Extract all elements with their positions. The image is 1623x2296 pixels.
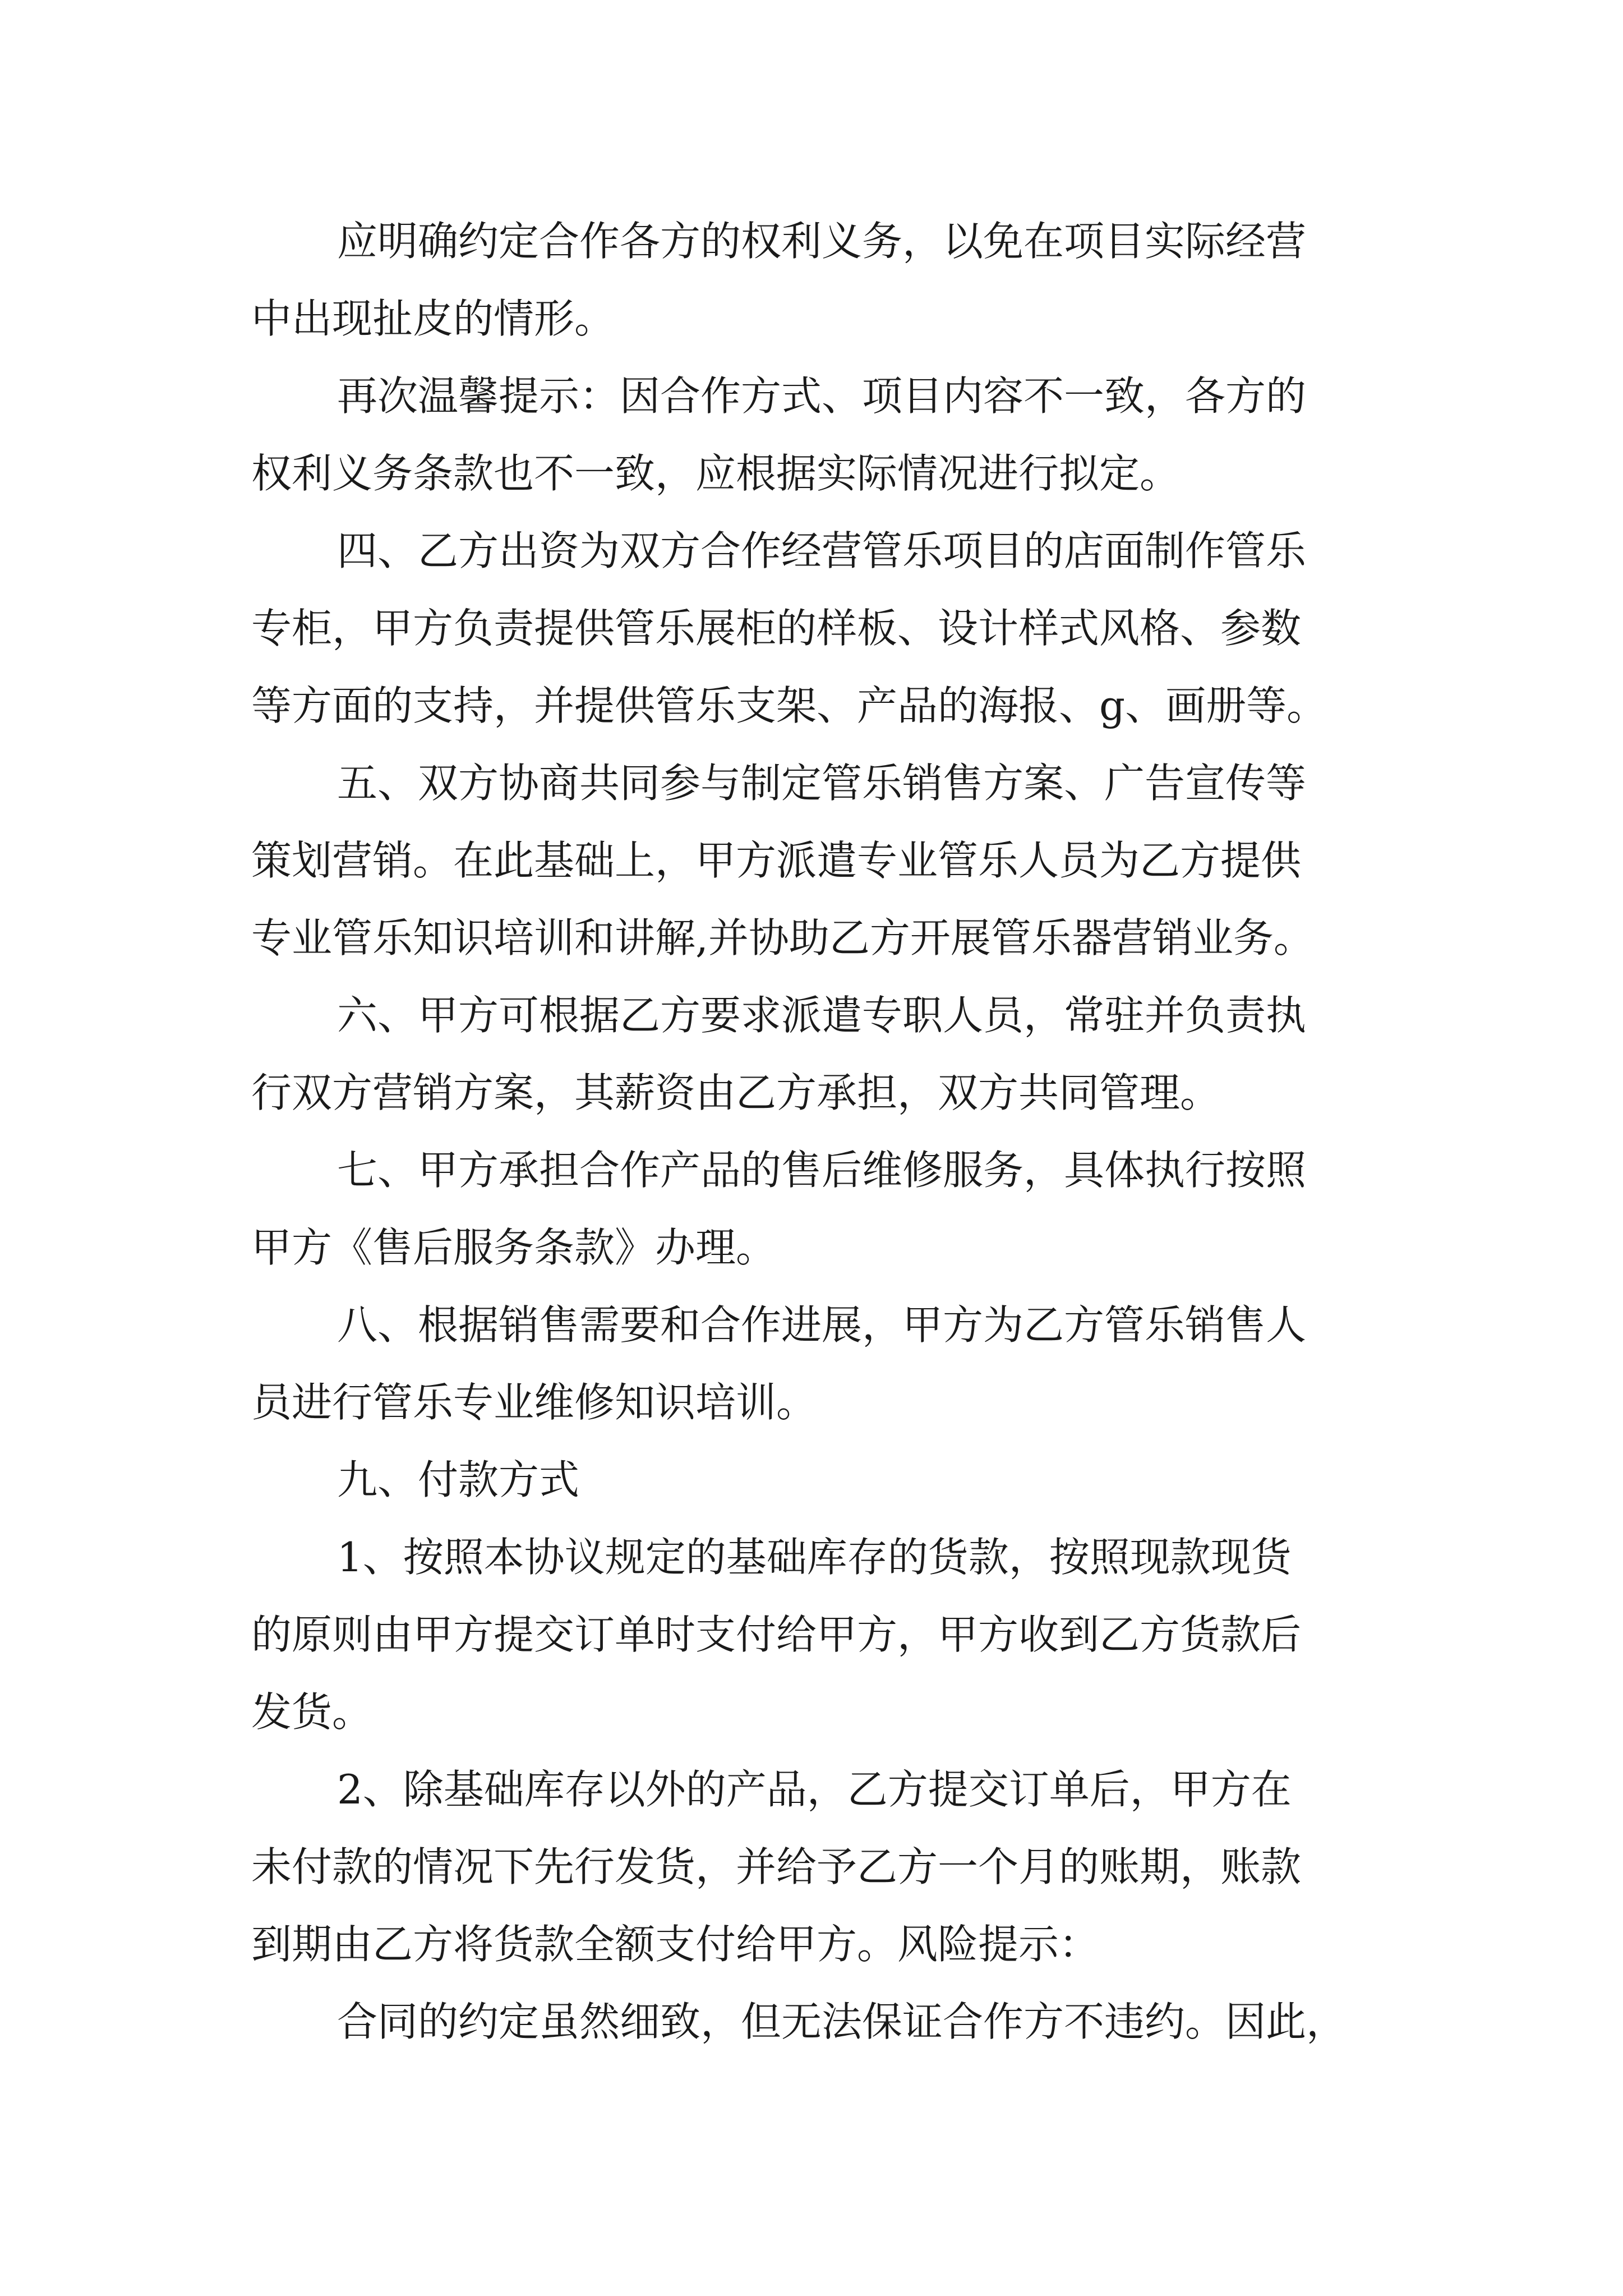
text-line: 甲方《售后服务条款》办理。 <box>251 1224 777 1271</box>
text-line: 七、甲方承担合作产品的售后维修服务，具体执行按照 <box>337 1147 1307 1194</box>
text-line: 策划营销。在此基础上，甲方派遣专业管乐人员为乙方提供 <box>251 837 1302 884</box>
text-line: 八、根据销售需要和合作进展，甲方为乙方管乐销售人 <box>337 1301 1307 1349</box>
text-line: 合同的约定虽然细致，但无法保证合作方不违约。因此， <box>337 1998 1347 2045</box>
text-line: 未付款的情况下先行发货，并给予乙方一个月的账期，账款 <box>251 1843 1302 1890</box>
text-line: 权利义务条款也不一致，应根据实际情况进行拟定。 <box>251 450 1181 497</box>
text-line: 到期由乙方将货款全额支付给甲方。风险提示： <box>251 1921 1100 1968</box>
text-line: 1、按照本协议规定的基础库存的货款，按照现款现货 <box>337 1534 1292 1581</box>
text-line: 九、付款方式 <box>337 1456 580 1503</box>
text-line: 2、除基础库存以外的产品，乙方提交订单后，甲方在 <box>337 1766 1292 1813</box>
text-line: 应明确约定合作各方的权利义务，以免在项目实际经营 <box>337 218 1307 265</box>
text-line: 专柜，甲方负责提供管乐展柜的样板、设计样式风格、参数 <box>251 605 1302 652</box>
text-line: 再次温馨提示：因合作方式、项目内容不一致，各方的 <box>337 372 1307 420</box>
text-line: 等方面的支持，并提供管乐支架、产品的海报、g、画册等。 <box>251 682 1327 729</box>
document-body <box>251 219 1373 2044</box>
text-line: 四、乙方出资为双方合作经营管乐项目的店面制作管乐 <box>337 527 1307 574</box>
text-line: 六、甲方可根据乙方要求派遣专职人员，常驻并负责执 <box>337 992 1307 1039</box>
text-line: 专业管乐知识培训和讲解,并协助乙方开展管乐器营销业务。 <box>251 914 1314 961</box>
text-line: 五、双方协商共同参与制定管乐销售方案、广告宣传等 <box>337 760 1307 807</box>
text-line: 员进行管乐专业维修知识培训。 <box>251 1379 817 1426</box>
text-line: 发货。 <box>251 1688 373 1736</box>
text-line: 的原则由甲方提交订单时支付给甲方，甲方收到乙方货款后 <box>251 1611 1302 1658</box>
text-line: 行双方营销方案，其薪资由乙方承担，双方共同管理。 <box>251 1069 1221 1116</box>
text-line: 中出现扯皮的情形。 <box>251 295 615 342</box>
